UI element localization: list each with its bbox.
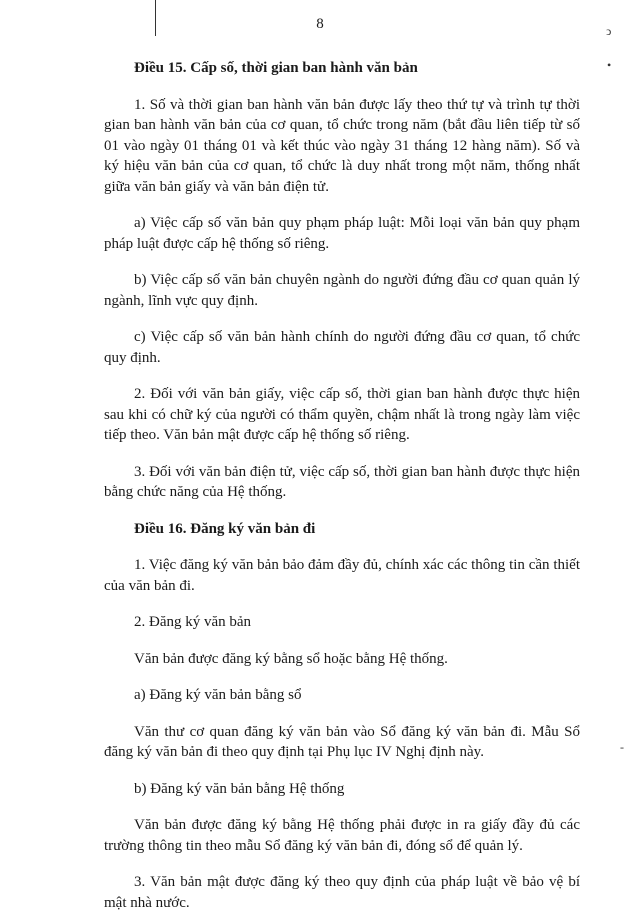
article-16-item-b-text: Văn bản được đăng ký bằng Hệ thống phải được in ra giấy đầy đủ các trường thông tin theo mẫu Sổ đăng ký văn bản đi, đóng sổ để quản lý. bbox=[104, 817, 580, 854]
article-16-item-a-text: Văn thư cơ quan đăng ký văn bản vào Sổ đăng ký văn bản đi. Mẫu Sổ đăng ký văn bản đi theo quy định tại Phụ lục IV Nghị định này. bbox=[104, 723, 580, 760]
article-15-paragraph-2: 2. Đối với văn bản giấy, việc cấp số, thời gian ban hành được thực hiện sau khi có chữ ký của người có thẩm quyền, chậm nhất là trong ngày làm việc tiếp theo. Văn bản mật được cấp hệ thống số riêng. bbox=[104, 386, 580, 443]
article-15-item-a: a) Việc cấp số văn bản quy phạm pháp luật: Mỗi loại văn bản quy phạm pháp luật được cấp hệ thống số riêng. bbox=[104, 215, 580, 252]
article-16-item-a: a) Đăng ký văn bản bằng sổ bbox=[134, 687, 302, 703]
page-number: 8 bbox=[316, 16, 324, 32]
document-body bbox=[104, 58, 580, 913]
article-16-heading: Điều 16. Đăng ký văn bản đi bbox=[134, 520, 316, 537]
article-15-heading: Điều 15. Cấp số, thời gian ban hành văn bản bbox=[134, 60, 418, 76]
article-15-item-b: b) Việc cấp số văn bản chuyên ngành do người đứng đầu cơ quan quản lý ngành, lĩnh vực quy định. bbox=[104, 272, 580, 309]
scan-artifact-mark: ͻ bbox=[606, 24, 612, 38]
article-16-paragraph-2: 2. Đăng ký văn bản bbox=[134, 614, 252, 630]
article-15-paragraph-1: 1. Số và thời gian ban hành văn bản được lấy theo thứ tự và trình tự thời gian ban hành văn bản của cơ quan, tổ chức trong năm (bắt đầu liên tiếp từ số 01 vào ngày 01 tháng 01 và kết thúc vào ngày 31 tháng 12 hàng năm). Số và ký hiệu văn bản của cơ quan, tổ chức là duy nhất trong một năm, thống nhất giữa văn bản giấy và văn bản điện tử. bbox=[104, 96, 580, 195]
article-15-paragraph-3: 3. Đối với văn bản điện tử, việc cấp số, thời gian ban hành được thực hiện bằng chức năng của Hệ thống. bbox=[104, 463, 580, 500]
article-16-paragraph-1: 1. Việc đăng ký văn bản bảo đảm đầy đủ, chính xác các thông tin cần thiết của văn bản đi. bbox=[104, 557, 580, 594]
scan-artifact-mark: • bbox=[607, 58, 612, 72]
article-16-paragraph-3: 3. Văn bản mật được đăng ký theo quy định của pháp luật về bảo vệ bí mật nhà nước. bbox=[104, 874, 580, 911]
scan-artifact-mark: - bbox=[620, 740, 624, 754]
article-16-paragraph-2-text: Văn bản được đăng ký bằng sổ hoặc bằng Hệ thống. bbox=[134, 650, 448, 667]
article-15-item-c: c) Việc cấp số văn bản hành chính do người đứng đầu cơ quan, tổ chức quy định. bbox=[104, 329, 580, 366]
article-16-item-b: b) Đăng ký văn bản bằng Hệ thống bbox=[134, 780, 345, 797]
